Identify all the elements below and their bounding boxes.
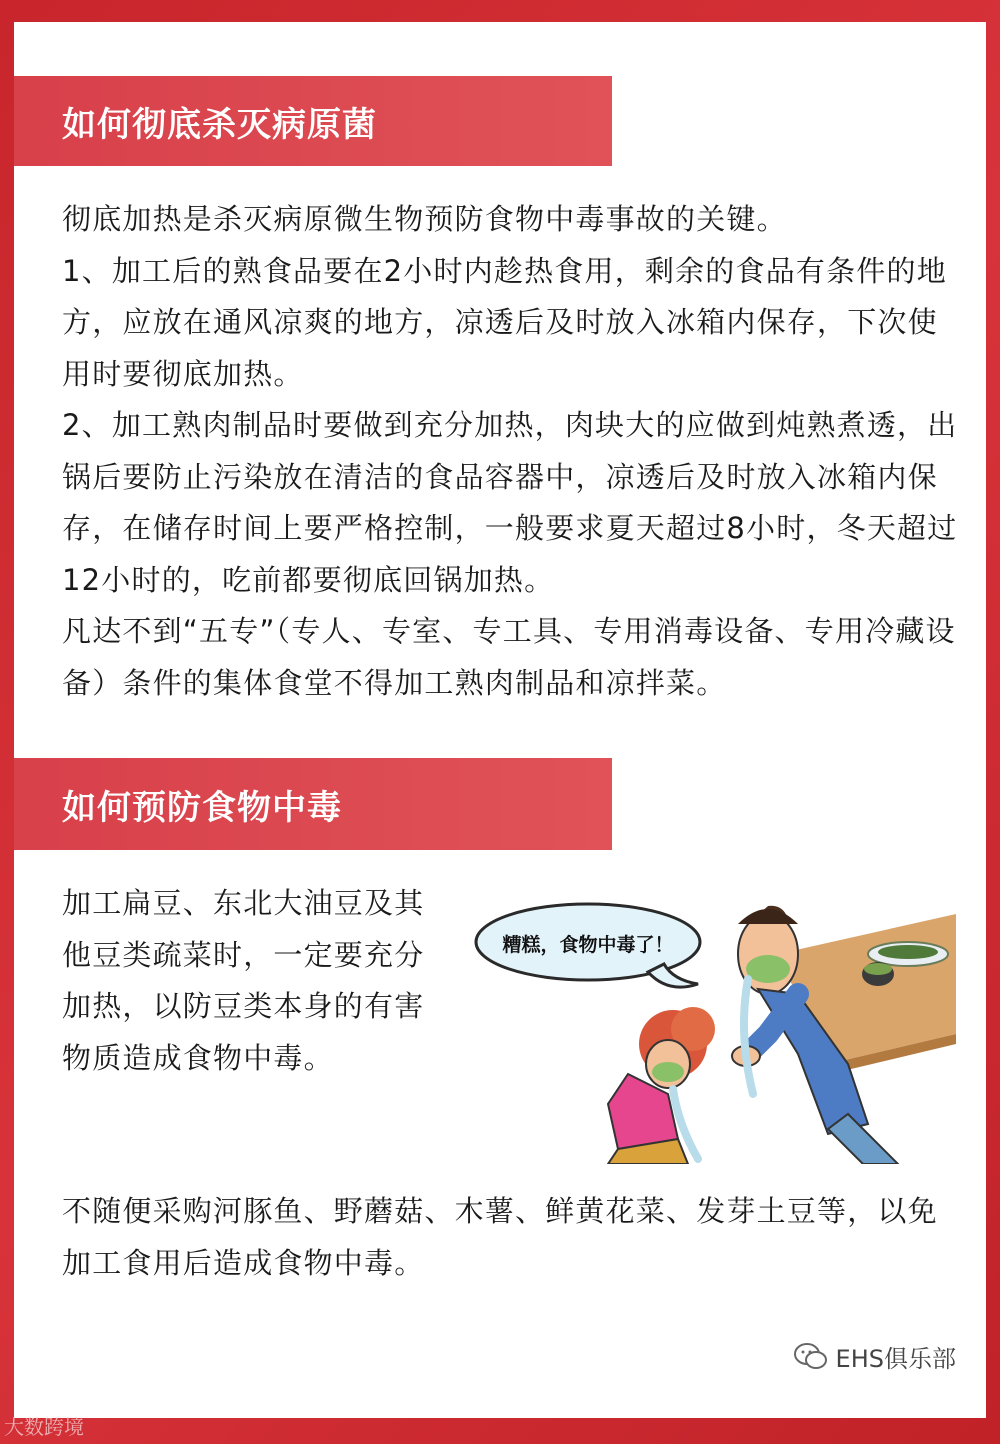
- content-card: [14, 22, 986, 1418]
- account-signature: [794, 1339, 956, 1374]
- speech-bubble-text: 糟糕，食物中毒了！: [502, 934, 674, 956]
- paragraph: 2、加工熟肉制品时要做到充分加热，肉块大的应做到炖熟煮透，出锅后要防止污染放在清洁的食品容器中，凉透后及时放入冰箱内保存，在储存时间上要严格控制，一般要求夏天超过8小时，冬天超过12小时的，吃前都要彻底回锅加热。: [62, 408, 958, 597]
- section-banner: [14, 76, 612, 166]
- paragraph: 加工扁豆、东北大油豆及其他豆类疏菜时，一定要充分加热，以防豆类本身的有害物质造成食物中毒。: [62, 886, 425, 1075]
- paragraph: 彻底加热是杀灭病原微生物预防食物中毒事故的关键。: [62, 202, 787, 236]
- section-banner: [14, 758, 612, 850]
- paragraph: 凡达不到“五专”（专人、专室、专工具、专用消毒设备、专用冷藏设备）条件的集体食堂不得加工熟肉制品和凉拌菜。: [62, 614, 956, 700]
- food-poisoning-illustration: [468, 894, 956, 1164]
- paragraph: 1、加工后的熟食品要在2小时内趁热食用，剩余的食品有条件的地方，应放在通风凉爽的地方，凉透后及时放入冰箱内保存，下次使用时要彻底加热。: [62, 253, 947, 391]
- paragraph: 不随便采购河豚鱼、野蘑菇、木薯、鲜黄花菜、发芽土豆等，以免加工食用后造成食物中毒。: [62, 1194, 938, 1280]
- watermark: [4, 1411, 84, 1440]
- account-name: EHS俱乐部: [835, 1345, 956, 1373]
- section-title: 如何彻底杀灭病原菌: [62, 104, 377, 145]
- section-title: 如何预防食物中毒: [62, 787, 342, 828]
- section-body: [62, 194, 962, 709]
- speech-bubble: [476, 904, 700, 987]
- watermark-text: 大数跨境: [4, 1415, 84, 1439]
- woman-figure: [608, 1007, 715, 1164]
- wechat-icon: [794, 1343, 828, 1371]
